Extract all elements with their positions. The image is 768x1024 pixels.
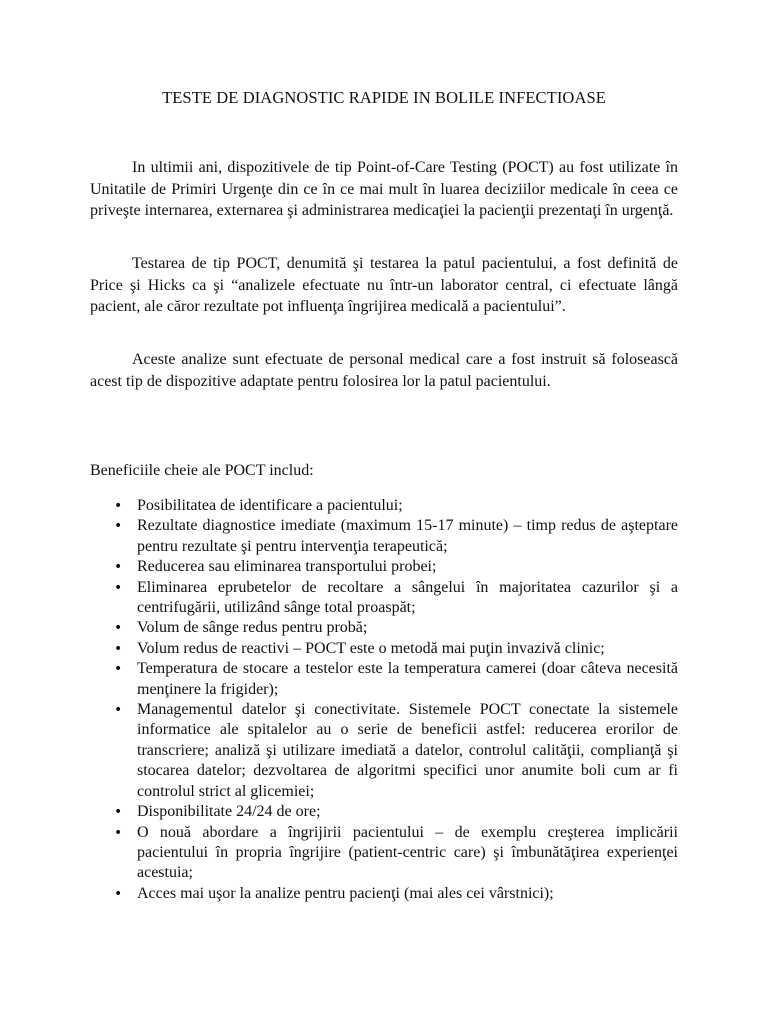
paragraph-staff: Aceste analize sunt efectuate de personal medical care a fost instruit să folosească acest tip de dispozitive adaptate pentru folosirea lor la patul pacientului. <box>90 351 678 390</box>
list-item <box>90 516 678 557</box>
bullet-icon: • <box>114 804 123 821</box>
list-item <box>90 639 678 659</box>
list-item <box>90 557 678 577</box>
bullet-icon: • <box>114 885 123 902</box>
list-item-text: Managementul datelor şi conectivitate. Sistemele POCT conectate la sistemele informatice ale spitalelor au o serie de beneficii astfel: reducerea erorilor de transcriere; analiză şi utilizare imediată a datelor, controlul calităţii, complianţă şi stocarea datelor; dezvoltarea de algoritmi specifici unor anumite boli cum ar fi controlul strict al glicemiei; <box>137 701 678 800</box>
list-item-text: Posibilitatea de identificare a pacientului; <box>137 497 403 514</box>
list-item-text: O nouă abordare a îngrijirii pacientului – de exemplu creşterea implicării pacientului în propria îngrijire (patient-centric care) şi îmbunătăţirea experienţei acestuia; <box>137 823 678 882</box>
benefits-list <box>90 496 678 904</box>
list-item-text: Volum redus de reactivi – POCT este o metodă mai puţin invazivă clinic; <box>137 639 605 657</box>
list-item-text: Disponibilitate 24/24 de ore; <box>137 803 321 821</box>
list-item-text: Reducerea sau eliminarea transportului probei; <box>137 558 437 576</box>
document-title: TESTE DE DIAGNOSTIC RAPIDE IN BOLILE INFECTIOASE <box>162 88 606 107</box>
list-item <box>90 659 678 700</box>
bullet-icon: • <box>114 702 123 719</box>
bullet-icon: • <box>114 559 123 576</box>
list-item-text: Rezultate diagnostice imediate (maximum 15-17 minute) – timp redus de aşteptare pentru rezultate şi pentru intervenţia terapeutică; <box>137 517 678 555</box>
list-item <box>90 700 678 802</box>
benefits-heading: Beneficiile cheie ale POCT includ: <box>90 462 314 479</box>
list-item <box>90 823 678 884</box>
list-item <box>90 884 678 904</box>
bullet-icon: • <box>114 518 123 535</box>
list-item <box>90 578 678 619</box>
bullet-icon: • <box>114 620 123 637</box>
list-item-text: Acces mai uşor la analize pentru pacienţi (mai ales cei vârstnici); <box>137 884 554 902</box>
list-item-text: Eliminarea eprubetelor de recoltare a sângelui în majoritatea cazurilor şi a centrifugării, utilizând sânge total proaspăt; <box>137 578 678 617</box>
bullet-icon: • <box>114 498 123 514</box>
bullet-icon: • <box>114 579 123 596</box>
paragraph-definition: Testarea de tip POCT, denumită şi testarea la patul pacientului, a fost definită de Price şi Hicks ca şi “analizele efectuate nu într-un laborator central, ci efectuate lângă pacient, ale căror rezultate pot influenţa îngrijirea medicală a pacientului”. <box>90 255 678 315</box>
list-item <box>90 618 678 638</box>
list-item <box>90 802 678 822</box>
bullet-icon: • <box>114 824 123 841</box>
list-item <box>90 496 678 516</box>
list-item-text: Volum de sânge redus pentru probă; <box>137 619 368 637</box>
paragraph-intro: In ultimii ani, dispozitivele de tip Point-of-Care Testing (POCT) au fost utilizate în Unitatile de Primiri Urgenţe din ce în ce mai mult în luarea deciziilor medicale în ceea ce priveşte internarea, externarea şi administrarea medicaţiei la pacienţii prezentaţi în urgenţă. <box>90 159 678 219</box>
list-item-text: Temperatura de stocare a testelor este la temperatura camerei (doar câteva necesită menţinere la frigider); <box>137 660 678 698</box>
bullet-icon: • <box>114 640 123 657</box>
bullet-icon: • <box>114 661 123 678</box>
